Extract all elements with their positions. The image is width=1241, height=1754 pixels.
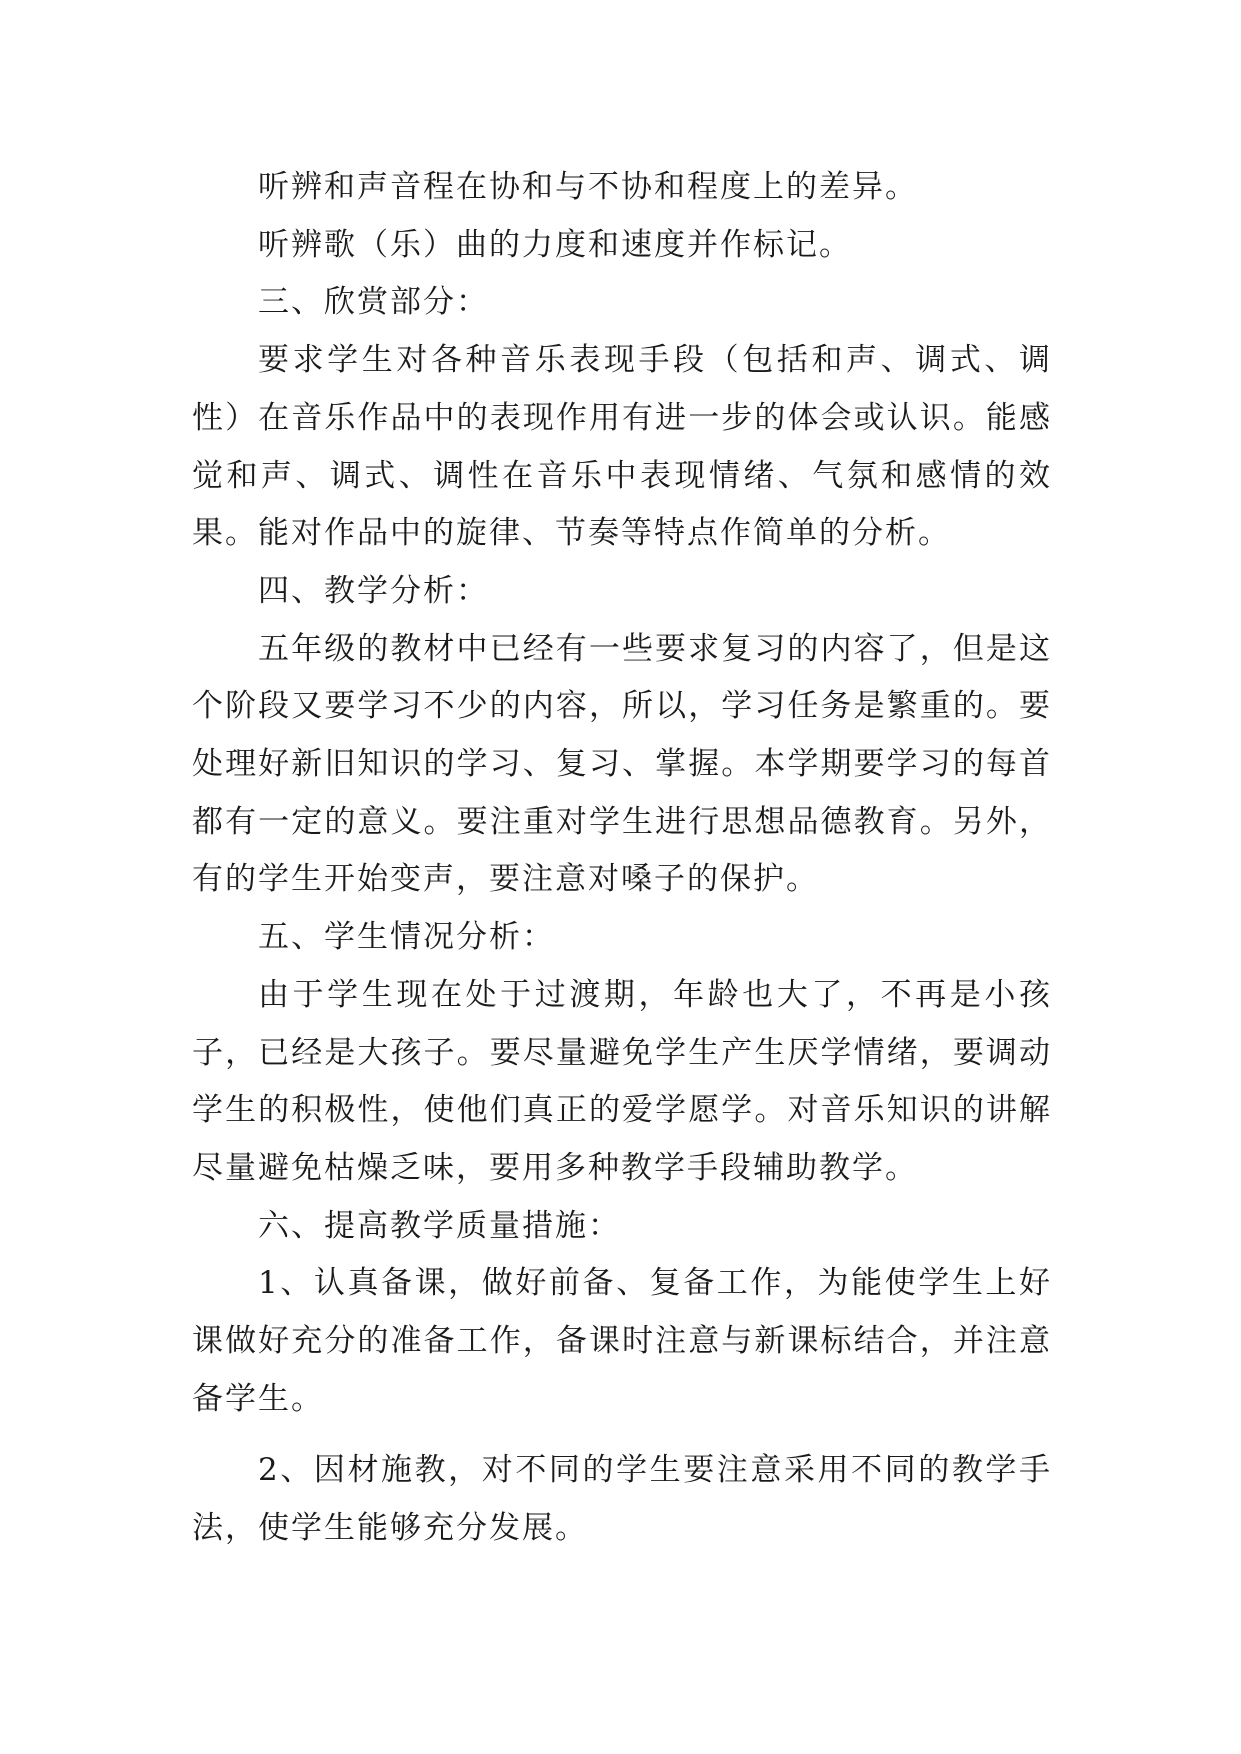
heading-quality-measures: 六、提高教学质量措施：: [258, 1207, 621, 1244]
paragraph-measure-2: 2、因材施教，对不同的学生要注意采用不同的教学手法，使学生能够充分发展。: [192, 1452, 1052, 1547]
heading-teaching-analysis: 四、教学分析：: [258, 572, 489, 609]
paragraph-harmony-interval: 听辨和声音程在协和与不协和程度上的差异。: [258, 169, 918, 205]
paragraph-dynamics-tempo: 听辨歌（乐）曲的力度和速度并作标记。: [258, 226, 852, 263]
paragraph-teaching-analysis: 五年级的教材中已经有一些要求复习的内容了，但是这个阶段又要学习不少的内容，所以，学习任务是繁重的。要处理好新旧知识的学习、复习、掌握。本学期要学习的每首都有一定的意义。要注重对学生进行思想品德教育。另外，有的学生开始变声，要注意对嗓子的保护。: [192, 630, 1052, 898]
heading-student-analysis: 五、学生情况分析：: [258, 919, 555, 956]
paragraph-appreciation: 要求学生对各种音乐表现手段（包括和声、调式、调性）在音乐作品中的表现作用有进一步的体会或认识。能感觉和声、调式、调性在音乐中表现情绪、气氛和感情的效果。能对作品中的旋律、节奏等特点作简单的分析。: [192, 342, 1052, 552]
heading-appreciation: 三、欣赏部分：: [258, 284, 489, 321]
paragraph-measure-1: 1、认真备课，做好前备、复备工作，为能使学生上好课做好充分的准备工作，备课时注意与新课标结合，并注意备学生。: [192, 1265, 1052, 1417]
paragraph-student-analysis: 由于学生现在处于过渡期，年龄也大了，不再是小孩子，已经是大孩子。要尽量避免学生产生厌学情绪，要调动学生的积极性，使他们真正的爱学愿学。对音乐知识的讲解尽量避免枯燥乏味，要用多种教学手段辅助教学。: [192, 976, 1052, 1186]
document-body: [192, 159, 1052, 1558]
